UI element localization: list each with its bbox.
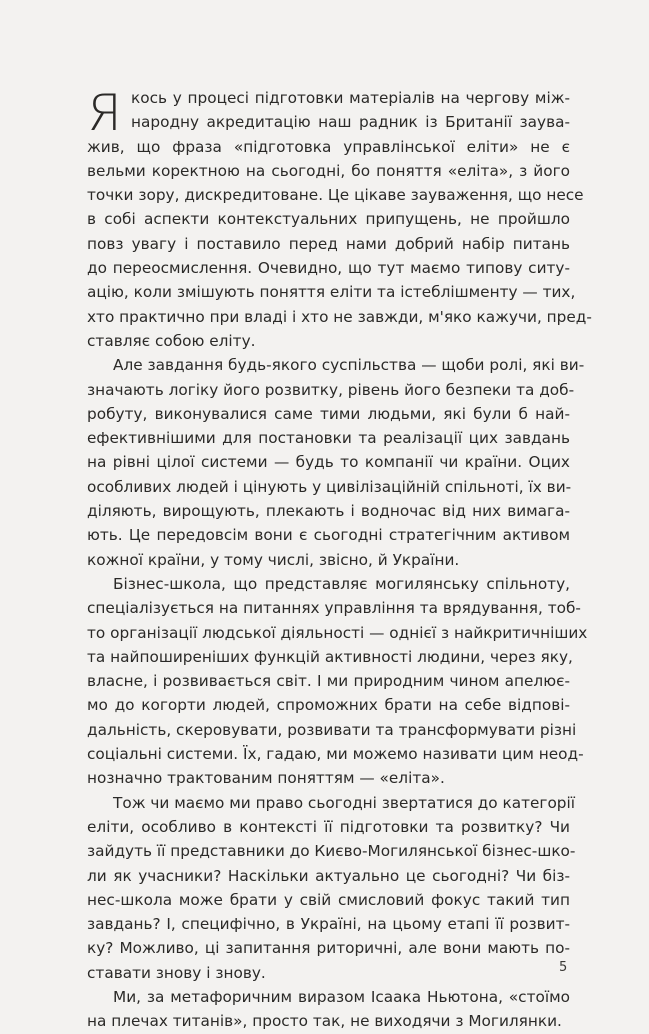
text-line: робуту, виконувалися саме тими людьми, які були б най- — [87, 404, 570, 423]
text-line: до переосмислення. Очевидно, що тут маємо типову ситу- — [87, 259, 570, 278]
text-line: значають логіку його розвитку, рівень його безпеки та доб- — [87, 380, 575, 399]
text-line: Бізнес-школа, що представляє могилянську спільноту, — [113, 574, 570, 593]
paragraph-5 — [87, 985, 570, 1034]
text-line: дальність, скеровувати, розвивати та трансформувати різні — [87, 720, 577, 739]
text-line: нес-школа може брати у свій смисловий фокус такий тип — [87, 890, 570, 909]
text-line: вельми коректною на сьогодні, бо поняття «еліта», з його — [87, 161, 570, 180]
text-line: повз увагу і поставило перед нами добрий набір питань — [87, 234, 570, 253]
text-line: ставляє собою еліту. — [87, 331, 256, 350]
text-line: ли як учасники? Наскільки актуально це сьогодні? Чи біз- — [87, 866, 570, 885]
text-line: точки зору, дискредитоване. Це цікаве зауваження, що несе — [87, 186, 584, 205]
text-line: діляють, вирощують, плекають і водночас від них вимага- — [87, 502, 570, 521]
text-line: особливих людей і цінують у цивілізаційній спільноті, їх ви- — [87, 477, 572, 496]
body-text — [87, 84, 592, 1034]
paragraph-2 — [87, 353, 585, 572]
text-line: зайдуть її представники до Києво-Могилянської бізнес-шко- — [87, 842, 576, 861]
text-line: ацію, коли змішують поняття еліти та істеблішменту — тих, — [87, 283, 576, 302]
text-line: кожної країни, у тому числі, звісно, й України. — [87, 550, 460, 569]
text-line: Тож чи маємо ми право сьогодні звертатися до категорії — [113, 793, 576, 812]
text-line: ставати знову і знову. — [87, 963, 266, 982]
text-line: еліти, особливо в контексті її підготовки та розвитку? Чи — [87, 817, 570, 836]
text-line: та найпоширеніших функцій активності людини, через яку, — [87, 647, 573, 666]
text-line: жив, що фраза «підготовка управлінської еліти» не є — [87, 137, 570, 156]
text-line: ють. Це передовсім вони є сьогодні стратегічним активом — [87, 526, 570, 545]
text-line: кось у процесі підготовки матеріалів на чергову між- — [131, 89, 570, 107]
text-line: ефективнішими для постановки та реалізації цих завдань — [87, 429, 570, 448]
text-line: на плечах титанів», просто так, не виходячи з Могилянки. — [87, 1012, 562, 1031]
paragraph-1 — [87, 86, 592, 353]
text-line: хто практично при владі і хто не завжди, м'яко кажучи, пред- — [87, 307, 592, 326]
text-line: завдань? І, специфічно, в Україні, на цьому етапі її розвит- — [87, 915, 570, 934]
text-line: Ми, за метафоричним виразом Ісаака Ньютона, «стоїмо — [113, 987, 570, 1006]
text-line: нозначно трактованим поняттям — «еліта». — [87, 769, 445, 788]
text-line: спеціалізується на питаннях управління та врядування, тоб- — [87, 599, 581, 618]
paragraph-3 — [87, 572, 588, 791]
text-line: мо до когорти людей, спроможних брати на себе відпові- — [87, 696, 570, 715]
text-line: Але завдання будь-якого суспільства — щоби ролі, які ви- — [113, 356, 585, 375]
text-line: власне, і розвивається світ. І ми природним чином апелює- — [87, 672, 570, 691]
text-line: народну акредитацію наш радник із Британії заува- — [131, 113, 570, 132]
paragraph-4 — [87, 791, 576, 985]
drop-cap: Я — [87, 84, 122, 142]
text-line: то організації людської діяльності — однієї з найкритичніших — [87, 623, 588, 642]
text-line: на рівні цілої системи — будь то компанії чи країни. Оцих — [87, 453, 570, 472]
page-number: 5 — [559, 960, 568, 975]
text-line: соціальні системи. Їх, гадаю, ми можемо називати цим неод- — [87, 745, 584, 764]
text-line: ку? Можливо, ці запитання риторичні, але вони мають по- — [87, 939, 570, 958]
text-line: в собі аспекти контекстуальних припущень, не пройшло — [87, 210, 570, 229]
